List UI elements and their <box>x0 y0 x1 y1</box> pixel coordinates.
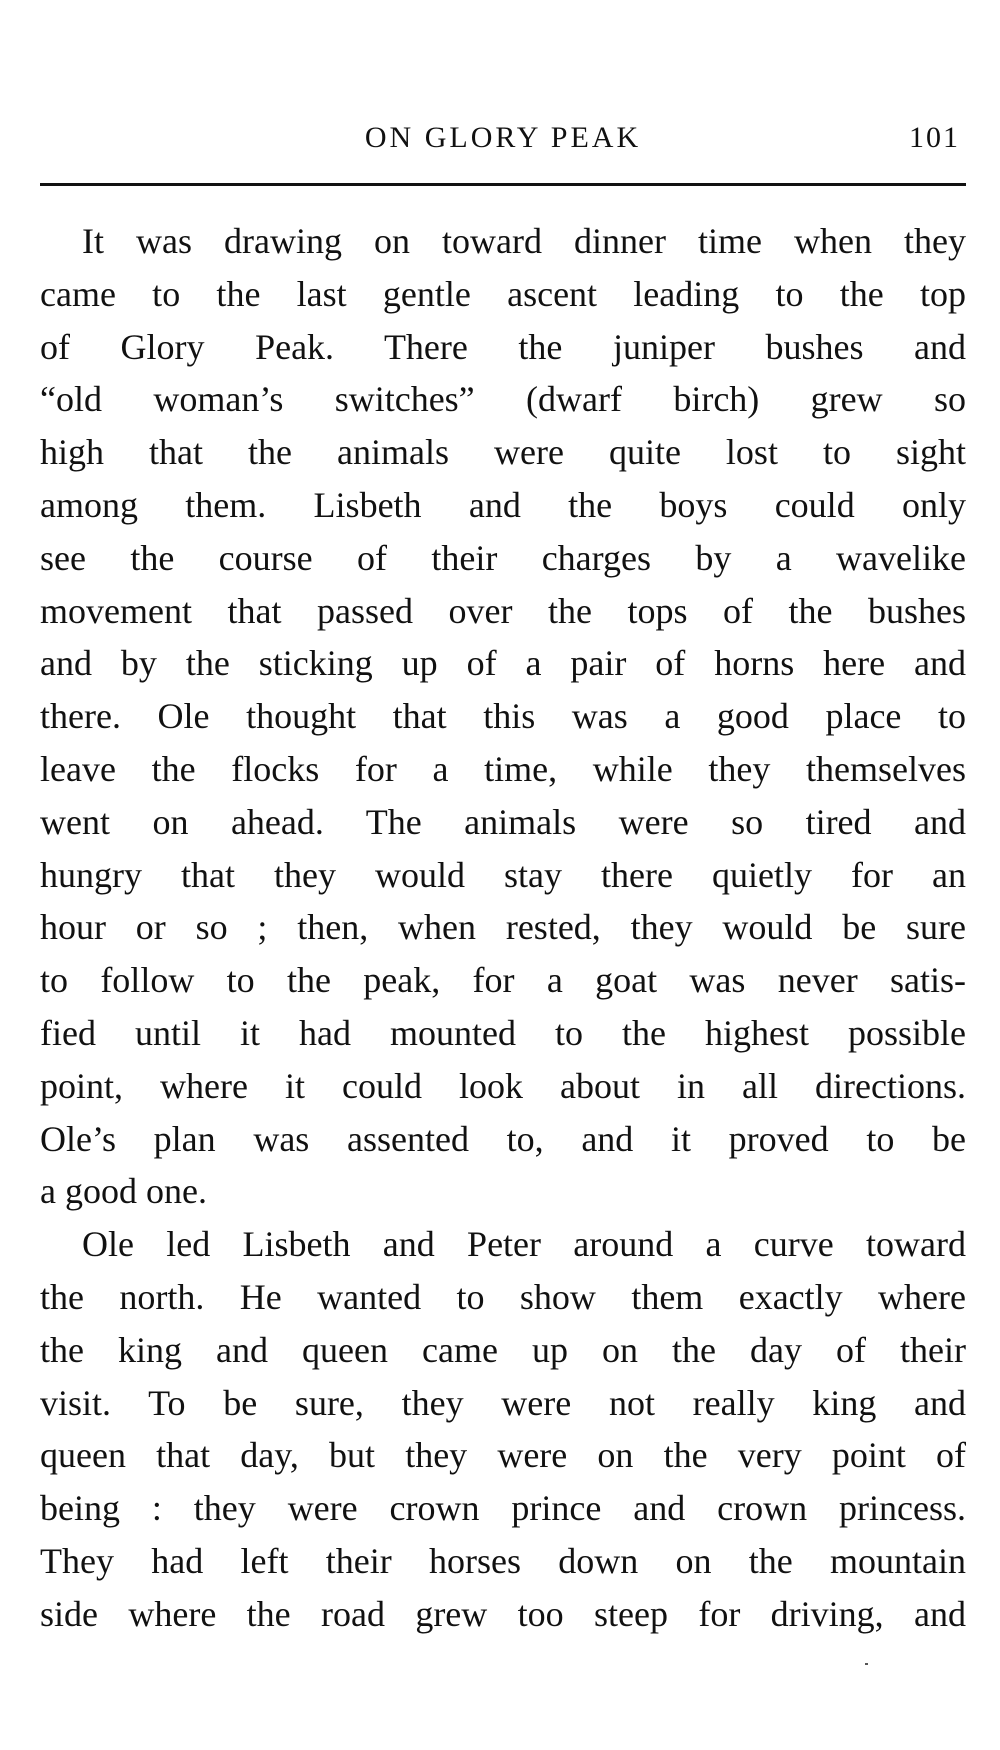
print-speck <box>865 1663 868 1665</box>
running-head <box>40 116 966 160</box>
text-line: point, where it could look about in all directions. <box>40 1065 966 1106</box>
text-line: Ole’s plan was assented to, and it proved to be <box>40 1118 966 1159</box>
text-line: queen that day, but they were on the very point of <box>40 1435 966 1476</box>
text-line: see the course of their charges by a wavelike <box>40 537 966 578</box>
paragraph-2 <box>40 1218 966 1640</box>
text-line: the king and queen came up on the day of their <box>40 1329 966 1370</box>
text-line: among them. Lisbeth and the boys could only <box>40 484 966 525</box>
text-line: high that the animals were quite lost to sight <box>40 432 966 473</box>
text-line: a good one. <box>40 1171 207 1212</box>
text-line: They had left their horses down on the mountain <box>40 1540 966 1581</box>
book-page <box>40 0 966 1750</box>
text-line: to follow to the peak, for a goat was never satis- <box>40 960 966 1001</box>
paragraph-1 <box>40 215 966 1218</box>
text-line: went on ahead. The animals were so tired and <box>40 801 966 842</box>
text-line: leave the flocks for a time, while they themselves <box>40 748 966 789</box>
page-number: 101 <box>909 121 960 154</box>
text-line: movement that passed over the tops of the bushes <box>40 590 966 631</box>
text-line: “old woman’s switches” (dwarf birch) grew so <box>40 379 966 420</box>
body-text <box>40 215 966 1641</box>
text-line: of Glory Peak. There the juniper bushes and <box>40 326 966 367</box>
text-line: side where the road grew too steep for driving, and <box>40 1593 966 1634</box>
text-line: being : they were crown prince and crown princess. <box>40 1488 966 1529</box>
header-rule <box>40 183 966 186</box>
text-line: It was drawing on toward dinner time when they <box>82 221 966 261</box>
text-line: the north. He wanted to show them exactly where <box>40 1276 966 1317</box>
running-title: ON GLORY PEAK <box>364 121 642 154</box>
text-line: hungry that they would stay there quietly for an <box>40 854 966 895</box>
text-line: fied until it had mounted to the highest possible <box>40 1012 966 1053</box>
text-line: hour or so ; then, when rested, they would be sure <box>40 907 966 948</box>
text-line: and by the sticking up of a pair of horns here and <box>40 643 966 684</box>
text-line: visit. To be sure, they were not really king and <box>40 1382 966 1423</box>
text-line: there. Ole thought that this was a good place to <box>40 696 966 737</box>
text-line: Ole led Lisbeth and Peter around a curve toward <box>82 1224 966 1265</box>
text-line: came to the last gentle ascent leading to the top <box>40 273 966 314</box>
